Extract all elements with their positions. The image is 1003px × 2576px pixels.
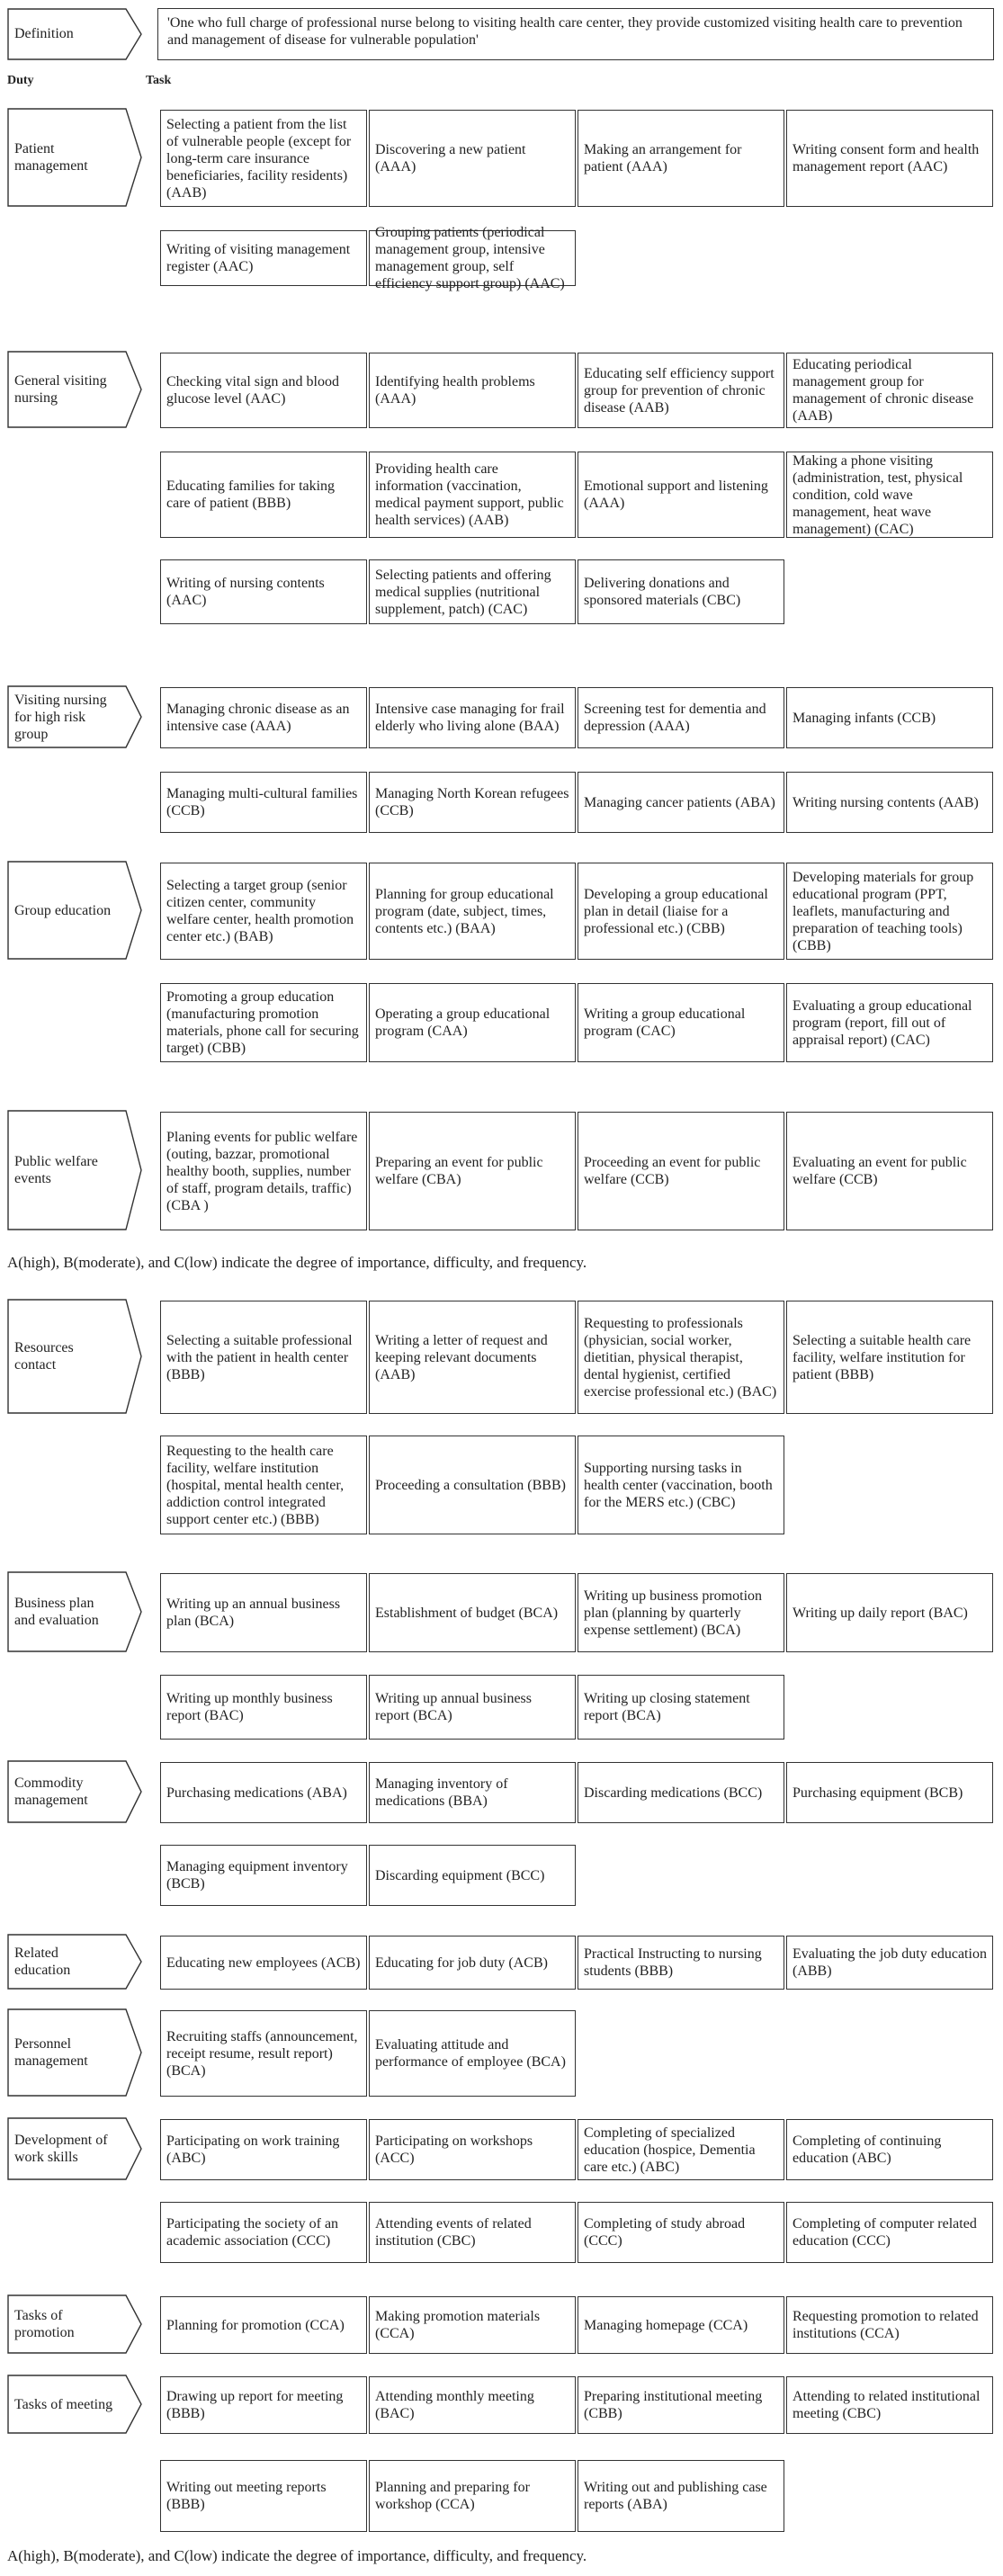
duty-label: Commodity management — [14, 1775, 88, 1808]
task-box — [578, 110, 784, 207]
task-box — [160, 452, 367, 538]
task-box — [369, 2296, 576, 2354]
task-text: Writing out meeting reports (BBB) — [166, 2480, 327, 2512]
task-text: Making a phone visiting (administration, test, physical condition, cold wave management, heat wave management) (CAC) — [793, 452, 963, 537]
task-box — [160, 353, 367, 428]
task-text: Selecting a target group (senior citizen center, community welfare center, health promotion center etc.) (BAB) — [166, 878, 354, 944]
task-box — [786, 1573, 993, 1652]
task-box — [786, 2376, 993, 2434]
task-box — [578, 2202, 784, 2263]
task-text: Writing up monthly business report (BAC) — [166, 1691, 333, 1723]
task-box — [160, 559, 367, 624]
task-box — [369, 1675, 576, 1740]
task-text: Discarding equipment (BCC) — [375, 1867, 545, 1883]
task-text: Managing chronic disease as an intensive case (AAA) — [166, 702, 350, 734]
task-text: Participating the society of an academic association (CCC) — [166, 2216, 339, 2249]
task-box — [160, 1675, 367, 1740]
task-text: Educating periodical management group for management of chronic disease (AAB) — [793, 357, 974, 424]
task-text: Writing up annual business report (BCA) — [375, 1691, 532, 1723]
task-box — [786, 1762, 993, 1823]
task-box — [578, 353, 784, 428]
task-text: Completing of computer related education (CCC) — [793, 2216, 977, 2249]
task-text: Writing up an annual business plan (BCA) — [166, 1597, 341, 1629]
task-box — [160, 110, 367, 207]
task-text: Planning for group educational program (date, subject, times, contents etc.) (BAA) — [375, 886, 554, 936]
task-text: Managing North Korean refugees (CCB) — [375, 786, 569, 818]
task-text: Delivering donations and sponsored materials (CBC) — [584, 576, 741, 608]
task-box — [369, 1762, 576, 1823]
task-box — [786, 2119, 993, 2180]
task-text: Identifying health problems (AAA) — [375, 374, 535, 407]
task-box — [578, 2376, 784, 2434]
task-text: Educating families for taking care of patient (BBB) — [166, 479, 336, 511]
task-text: Recruiting staffs (announcement, receipt resume, result report) (BCA) — [166, 2028, 358, 2079]
task-box — [160, 863, 367, 960]
legend-note-2: A(high), B(moderate), and C(low) indicate the degree of importance, difficulty, and frequency. — [7, 2547, 587, 2564]
task-box — [369, 1936, 576, 1990]
task-box — [786, 863, 993, 960]
task-box — [786, 1936, 993, 1990]
task-box — [369, 2376, 576, 2434]
task-text: Evaluating an event for public welfare (CCB) — [793, 1155, 967, 1187]
task-box — [369, 1301, 576, 1414]
task-box — [160, 1573, 367, 1652]
task-text: Preparing an event for public welfare (CBA) — [375, 1155, 543, 1187]
task-box — [786, 452, 993, 538]
duty-label: Patient management — [14, 141, 88, 174]
task-box — [578, 983, 784, 1062]
task-text: Selecting patients and offering medical supplies (nutritional supplement, patch) (CAC) — [375, 567, 551, 617]
duty-label: Tasks of meeting — [14, 2396, 113, 2412]
task-box — [369, 2460, 576, 2532]
legend-note-1: A(high), B(moderate), and C(low) indicate the degree of importance, difficulty, and frequency. — [7, 1254, 587, 1271]
duty-label: Personnel management — [14, 2036, 88, 2069]
task-text: Purchasing equipment (BCB) — [793, 1784, 963, 1801]
task-box — [369, 1573, 576, 1652]
task-box — [369, 353, 576, 428]
task-text: Evaluating the job duty education (ABB) — [793, 1946, 987, 1979]
task-text: Managing multi-cultural families (CCB) — [166, 786, 358, 818]
task-text: Promoting a group education (manufacturing promotion materials, phone call for securing target) (CBB) — [166, 989, 359, 1056]
duty-label: Development of work skills — [14, 2133, 108, 2165]
task-box — [160, 1301, 367, 1414]
duty-label: General visiting nursing — [14, 373, 107, 406]
task-box — [369, 687, 576, 748]
task-text: Educating new employees (ACB) — [166, 1954, 361, 1971]
task-box — [578, 863, 784, 960]
task-text: Requesting promotion to related institutions (CCA) — [793, 2309, 979, 2341]
task-text: Managing infants (CCB) — [793, 710, 936, 726]
task-box — [786, 772, 993, 833]
task-box — [578, 1112, 784, 1230]
task-box — [786, 687, 993, 748]
task-text: Writing consent form and health management report (AAC) — [793, 142, 980, 174]
task-box — [369, 225, 576, 291]
task-box — [578, 1436, 784, 1534]
task-text: Providing health care information (vaccination, medical payment support, public health services) (AAB) — [375, 461, 564, 528]
task-text: Completing of continuing education (ABC) — [793, 2133, 942, 2166]
task-text: Writing a letter of request and keeping relevant documents (AAB) — [375, 1332, 548, 1382]
task-text: Purchasing medications (ABA) — [166, 1784, 347, 1801]
task-box — [160, 2202, 367, 2263]
task-box — [160, 2119, 367, 2180]
task-text: Checking vital sign and blood glucose level (AAC) — [166, 374, 339, 407]
task-box — [369, 2010, 576, 2097]
task-box — [369, 110, 576, 207]
task-text: Requesting to the health care facility, welfare institution (hospital, mental health center, addiction control integrated support center etc.) (BBB) — [166, 1443, 345, 1527]
task-box — [369, 1436, 576, 1534]
task-box — [160, 2376, 367, 2434]
task-text: Writing of nursing contents (AAC) — [166, 576, 325, 608]
task-box — [369, 863, 576, 960]
task-text: Attending to related institutional meeting (CBC) — [793, 2389, 981, 2421]
task-box — [578, 559, 784, 624]
task-box — [578, 687, 784, 748]
task-text: Selecting a suitable professional with the patient in health center (BBB) — [166, 1332, 353, 1382]
task-text: Managing inventory of medications (BBA) — [375, 1776, 508, 1809]
task-box — [160, 230, 367, 286]
task-box — [160, 1845, 367, 1906]
task-text: Writing up closing statement report (BCA) — [584, 1691, 750, 1723]
task-box — [786, 353, 993, 428]
task-text: Writing up business promotion plan (planning by quarterly expense settlement) (BCA) — [584, 1588, 763, 1638]
task-box — [160, 1936, 367, 1990]
task-text: Educating self efficiency support group for prevention of chronic disease (AAB) — [584, 365, 775, 416]
task-box — [160, 772, 367, 833]
task-text: Developing a group educational plan in detail (liaise for a professional etc.) (CBB) — [584, 886, 768, 936]
task-text: Emotional support and listening (AAA) — [584, 479, 768, 511]
task-text: Making promotion materials (CCA) — [375, 2309, 541, 2341]
duty-label: Related education — [14, 1945, 71, 1978]
duty-label: Group education — [14, 902, 112, 918]
task-text: Completing of study abroad (CCC) — [584, 2216, 746, 2249]
task-text: Supporting nursing tasks in health center (vaccination, booth for the MERS etc.) (CBC) — [584, 1460, 773, 1510]
task-box — [369, 1845, 576, 1906]
task-text: Proceeding a consultation (BBB) — [375, 1477, 566, 1493]
task-text: Preparing institutional meeting (CBB) — [584, 2389, 763, 2421]
task-text: Grouping patients (periodical management group, intensive management group, self efficiency support group) (AAC) — [375, 225, 565, 291]
task-text: Discarding medications (BCC) — [584, 1784, 763, 1801]
task-box — [578, 1301, 784, 1414]
task-text: Developing materials for group educational program (PPT, leaflets, manufacturing and preparation of teaching tools) (CBB) — [793, 869, 974, 953]
task-box — [369, 452, 576, 538]
task-box — [160, 2296, 367, 2354]
task-box — [369, 983, 576, 1062]
duty-label: Tasks of promotion — [14, 2308, 75, 2340]
task-text: Writing a group educational program (CAC) — [584, 1006, 746, 1039]
task-text: Managing equipment inventory (BCB) — [166, 1859, 348, 1892]
task-box — [578, 1936, 784, 1990]
task-text: Practical Instructing to nursing students (BBB) — [584, 1946, 762, 1979]
task-text: Making an arrangement for patient (AAA) — [584, 142, 742, 174]
task-box — [578, 1762, 784, 1823]
duty-label: Public welfare events — [14, 1154, 98, 1186]
task-text: Attending monthly meeting (BAC) — [375, 2389, 534, 2421]
task-text: Drawing up report for meeting (BBB) — [166, 2389, 344, 2421]
task-box — [578, 2460, 784, 2532]
task-text: Writing nursing contents (AAB) — [793, 794, 979, 810]
task-text: Planning and preparing for workshop (CCA) — [375, 2480, 530, 2512]
task-text: Participating on work training (ABC) — [166, 2133, 340, 2166]
task-box — [160, 2010, 367, 2097]
duty-label: Visiting nursing for high risk group — [14, 692, 107, 742]
task-box — [160, 2460, 367, 2532]
task-box — [160, 1762, 367, 1823]
task-text: Discovering a new patient (AAA) — [375, 142, 526, 174]
task-text: Attending events of related institution (CBC) — [375, 2216, 532, 2249]
task-box — [786, 1301, 993, 1414]
task-text: Educating for job duty (ACB) — [375, 1954, 548, 1971]
task-box — [160, 1436, 367, 1534]
task-box — [369, 2202, 576, 2263]
task-box — [786, 1112, 993, 1230]
task-text: Planing events for public welfare (outing, bazzar, promotional healthy booth, supplies, number of staff, program details, traffic) (CBA ) — [166, 1129, 358, 1213]
task-text: Completing of specialized education (hospice, Dementia care etc.) (ABC) — [584, 2124, 756, 2175]
task-text: Writing of visiting management register (AAC) — [166, 242, 351, 274]
task-text: Operating a group educational program (CAA) — [375, 1006, 551, 1039]
task-text: Establishment of budget (BCA) — [375, 1605, 559, 1621]
task-box — [369, 772, 576, 833]
task-text: Writing up daily report (BAC) — [793, 1605, 968, 1621]
task-text: Proceeding an event for public welfare (CCB) — [584, 1155, 761, 1187]
task-text: Screening test for dementia and depression (AAA) — [584, 702, 766, 734]
task-text: Managing cancer patients (ABA) — [584, 794, 775, 810]
duty-label: Business plan and evaluation — [14, 1596, 99, 1628]
task-text: Intensive case managing for frail elderly who living alone (BAA) — [375, 702, 565, 734]
task-text: Requesting to professionals (physician, social worker, dietitian, physical therapist, dental hygienist, certified exercise professional etc.) (BAC) — [584, 1315, 777, 1400]
task-text: Selecting a patient from the list of vulnerable people (except for long-term care insurance beneficiaries, facility residents) (AAB) — [166, 116, 352, 201]
task-text: Evaluating a group educational program (report, fill out of appraisal report) (CAC) — [793, 997, 972, 1048]
task-text: Managing homepage (CCA) — [584, 2317, 748, 2333]
task-box — [369, 1112, 576, 1230]
task-box — [578, 2119, 784, 2180]
definition-text: 'One who full charge of professional nurse belong to visiting health care center, they provide customized visiting health care to prevention and management of disease for vulnerable population' — [157, 8, 994, 60]
task-box — [786, 2296, 993, 2354]
duty-label: Resources contact — [14, 1340, 74, 1373]
task-box — [369, 559, 576, 624]
task-box — [369, 2119, 576, 2180]
task-column-header: Task — [146, 74, 172, 87]
task-box — [578, 2296, 784, 2354]
task-box — [578, 1573, 784, 1652]
task-box — [786, 983, 993, 1062]
task-text: Evaluating attitude and performance of employee (BCA) — [375, 2037, 566, 2070]
task-text: Participating on workshops (ACC) — [375, 2133, 533, 2166]
task-box — [786, 110, 993, 207]
task-box — [786, 2202, 993, 2263]
task-box — [578, 1675, 784, 1740]
task-text: Planning for promotion (CCA) — [166, 2317, 345, 2333]
task-box — [578, 452, 784, 538]
task-box — [160, 687, 367, 748]
duty-column-header: Duty — [7, 74, 34, 87]
task-box — [578, 772, 784, 833]
task-box — [160, 1112, 367, 1230]
definition-label: Definition — [14, 26, 74, 41]
task-text: Writing out and publishing case reports (ABA) — [584, 2480, 767, 2512]
task-text: Selecting a suitable health care facility, welfare institution for patient (BBB) — [793, 1332, 972, 1382]
task-box — [160, 983, 367, 1062]
